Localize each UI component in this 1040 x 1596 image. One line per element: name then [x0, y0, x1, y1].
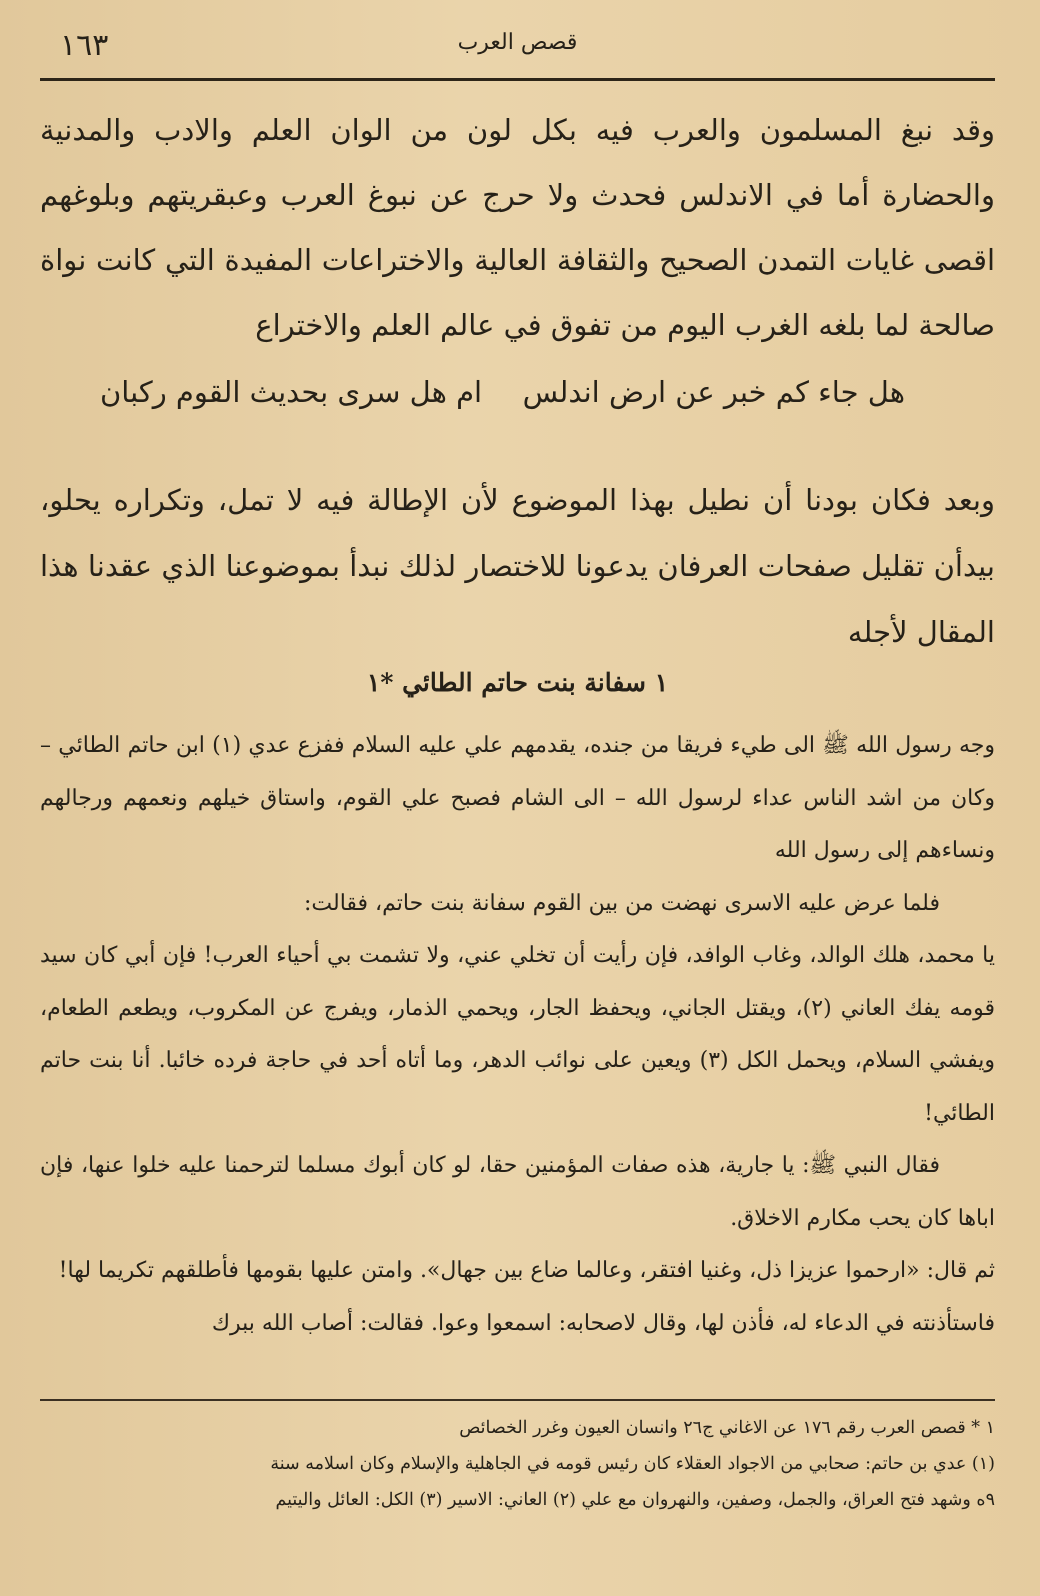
verse-line: [40, 360, 995, 412]
footnote-line: ١ * قصص العرب رقم ١٧٦ عن الاغاني ج٢٦ وانسان العيون وغرر الخصائص: [459, 1418, 995, 1438]
story-paragraph-6: فاستأذنته في الدعاء له، فأذن لها، وقال لاصحابه: اسمعوا وعوا. فقالت: أصاب الله ببرك: [211, 1310, 995, 1336]
footnote-rule: [40, 1399, 995, 1401]
footnote-line: (١) عدي بن حاتم: صحابي من الاجواد العقلاء كان رئيس قومه في الجاهلية والإسلام وكان اسلامه سنة: [270, 1454, 995, 1474]
story-paragraph-4: فقال النبي ﷺ: يا جارية، هذه صفات المؤمنين حقا، لو كان أبوك مسلما لترحمنا عليه خلوا عنها، فإن اباها كان يحب مكارم الاخلاق.: [40, 1153, 995, 1231]
footnotes: [40, 1410, 995, 1518]
footnote-line: ٩ه وشهد فتح العراق، والجمل، وصفين، والنهروان مع علي (٢) العاني: الاسير (٣) الكل: العائل واليتيم: [275, 1490, 995, 1510]
header-rule: [40, 78, 995, 81]
page-header: [40, 22, 995, 74]
story-paragraph-1: وجه رسول الله ﷺ الى طيء فريقا من جنده، يقدمهم علي عليه السلام ففزع عدي (١) ابن حاتم الطائي – وكان من اشد الناس عداء لرسول الله – الى الشام فصبح علي القوم، واستاق خيلهم ونعمهم ورجالهم ونساءهم إلى رسول الله: [40, 733, 995, 863]
running-title: قصص العرب: [457, 30, 578, 55]
continuation-paragraph: وبعد فكان بودنا أن نطيل بهذا الموضوع لأن الإطالة فيه لا تمل، وتكراره يحلو، بيدأن تقليل صفحات العرفان يدعونا للاختصار لذلك نبدأ بموضوعنا الذي عقدنا هذا المقال لأجله: [40, 483, 995, 649]
story-paragraph-5: ثم قال: «ارحموا عزيزا ذل، وغنيا افتقر، وعالما ضاع بين جهال». وامتن عليها بقومها فأطلقهم تكريما لها!: [58, 1258, 995, 1283]
section-title: ١ سفانة بنت حاتم الطائي *١: [366, 668, 669, 697]
verse-first-hemistich: هل جاء كم خبر عن ارض اندلس: [522, 375, 905, 409]
story-block: [40, 720, 995, 1350]
intro-paragraph-block: [40, 98, 995, 358]
story-paragraph-3: يا محمد، هلك الوالد، وغاب الوافد، فإن رأيت أن تخلي عني، ولا تشمت بي أحياء العرب! فإن أبي كان سيد قومه يفك العاني (٢)، ويقتل الجاني، ويحفظ الجار، ويحمي الذمار، ويفرج عن المكروب، ويطعم الطعام، ويفشي السلام، ويحمل الكل (٣) ويعين على نوائب الدهر، وما أتاه أحد في حاجة فرده خائبا. أنا بنت حاتم الطائي!: [40, 943, 995, 1126]
verse-second-hemistich: ام هل سرى بحديث القوم ركبان: [100, 375, 483, 409]
continuation-paragraph-block: [40, 438, 995, 694]
intro-paragraph: وقد نبغ المسلمون والعرب فيه بكل لون من الوان العلم والادب والمدنية والحضارة أما في الاندلس فحدث ولا حرج عن نبوغ العرب وعبقريتهم وبلوغهم اقصى غايات التمدن الصحيح والثقافة العالية والاختراعات المفيدة التي كانت نواة صالحة لما بلغه الغرب اليوم من تفوق في عالم العلم والاختراع: [40, 113, 995, 342]
story-paragraph-2: فلما عرض عليه الاسرى نهضت من بين القوم سفانة بنت حاتم، فقالت:: [303, 890, 940, 916]
page-number: ١٦٣: [60, 28, 109, 63]
